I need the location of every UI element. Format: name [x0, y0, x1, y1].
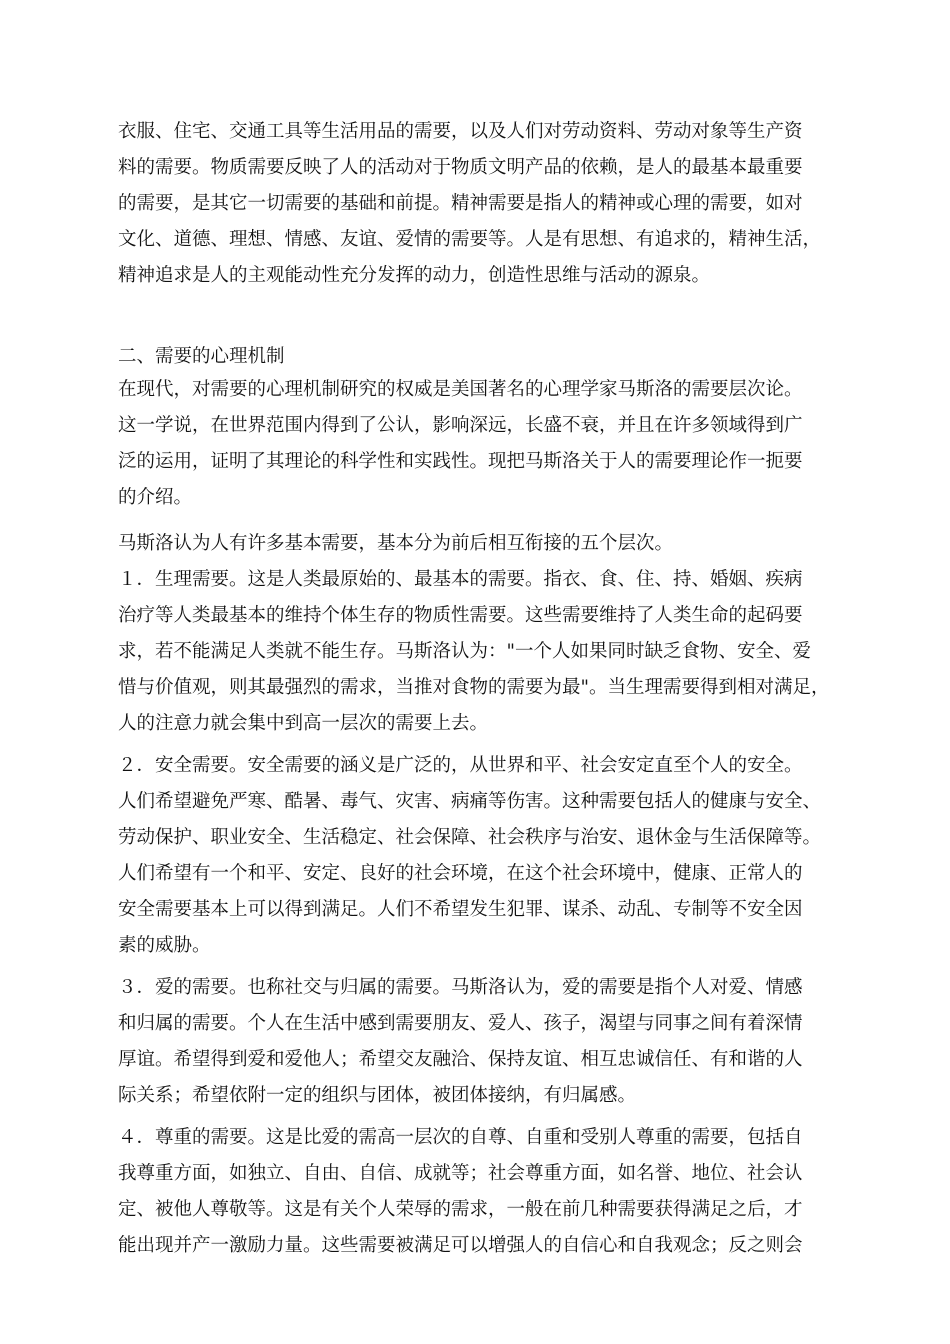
body-text-line: 文化、道德、理想、情感、友谊、爱情的需要等。人是有思想、有追求的，精神生活， [118, 229, 822, 250]
body-text-line: 的需要，是其它一切需要的基础和前提。精神需要是指人的精神或心理的需要，如对 [118, 193, 803, 214]
body-text-line: 治疗等人类最基本的维持个体生存的物质性需要。这些需要维持了人类生命的起码要 [118, 605, 803, 626]
body-text-line: 衣服、住宅、交通工具等生活用品的需要，以及人们对劳动资料、劳动对象等生产资 [118, 121, 803, 142]
section-heading: 二、需要的心理机制 [118, 346, 285, 367]
list-item-2-line: ２．安全需要。安全需要的涵义是广泛的，从世界和平、社会安定直至个人的安全。 [118, 755, 803, 776]
list-item-3-line: ３．爱的需要。也称社交与归属的需要。马斯洛认为，爱的需要是指个人对爱、情感 [118, 977, 803, 998]
body-text-line: 求，若不能满足人类就不能生存。马斯洛认为："一个人如果同时缺乏食物、安全、爱 [118, 641, 812, 662]
body-text-line: 料的需要。物质需要反映了人的活动对于物质文明产品的依赖，是人的最基本最重要 [118, 157, 803, 178]
body-text-line: 精神追求是人的主观能动性充分发挥的动力，创造性思维与活动的源泉。 [118, 265, 711, 286]
body-text-line: 我尊重方面，如独立、自由、自信、成就等；社会尊重方面，如名誉、地位、社会认 [118, 1163, 803, 1184]
body-text-line: 人的注意力就会集中到高一层次的需要上去。 [118, 713, 489, 734]
body-text-line: 人们希望避免严寒、酷暑、毒气、灾害、病痛等伤害。这种需要包括人的健康与安全、 [118, 791, 822, 812]
body-text-line: 际关系；希望依附一定的组织与团体，被团体接纳，有归属感。 [118, 1085, 637, 1106]
body-text-line: 定、被他人尊敬等。这是有关个人荣辱的需求，一般在前几种需要获得满足之后，才 [118, 1199, 803, 1220]
body-text-line: 劳动保护、职业安全、生活稳定、社会保障、社会秩序与治安、退休金与生活保障等。 [118, 827, 822, 848]
body-text-line: 素的威胁。 [118, 935, 211, 956]
body-text-line: 在现代，对需要的心理机制研究的权威是美国著名的心理学家马斯洛的需要层次论。 [118, 379, 803, 400]
body-text-line: 人们希望有一个和平、安定、良好的社会环境，在这个社会环境中，健康、正常人的 [118, 863, 803, 884]
body-text-line: 马斯洛认为人有许多基本需要，基本分为前后相互衔接的五个层次。 [118, 533, 674, 554]
body-text-line: 能出现并产一激励力量。这些需要被满足可以增强人的自信心和自我观念；反之则会 [118, 1235, 803, 1256]
list-item-1-line: １．生理需要。这是人类最原始的、最基本的需要。指衣、食、住、持、婚姻、疾病 [118, 569, 803, 590]
body-text-line: 的介绍。 [118, 487, 193, 508]
body-text-line: 厚谊。希望得到爱和爱他人；希望交友融洽、保持友谊、相互忠诚信任、有和谐的人 [118, 1049, 803, 1070]
body-text-line: 安全需要基本上可以得到满足。人们不希望发生犯罪、谋杀、动乱、专制等不安全因 [118, 899, 803, 920]
body-text-line: 泛的运用，证明了其理论的科学性和实践性。现把马斯洛关于人的需要理论作一扼要 [118, 451, 803, 472]
body-text-line: 和归属的需要。个人在生活中感到需要朋友、爱人、孩子，渴望与同事之间有着深情 [118, 1013, 803, 1034]
body-text-line: 惜与价值观，则其最强烈的需求，当推对食物的需要为最"。当生理需要得到相对满足， [118, 677, 830, 698]
body-text-line: 这一学说，在世界范围内得到了公认，影响深远，长盛不衰，并且在许多领域得到广 [118, 415, 803, 436]
list-item-4-line: ４．尊重的需要。这是比爱的需高一层次的自尊、自重和受别人尊重的需要，包括自 [118, 1127, 803, 1148]
